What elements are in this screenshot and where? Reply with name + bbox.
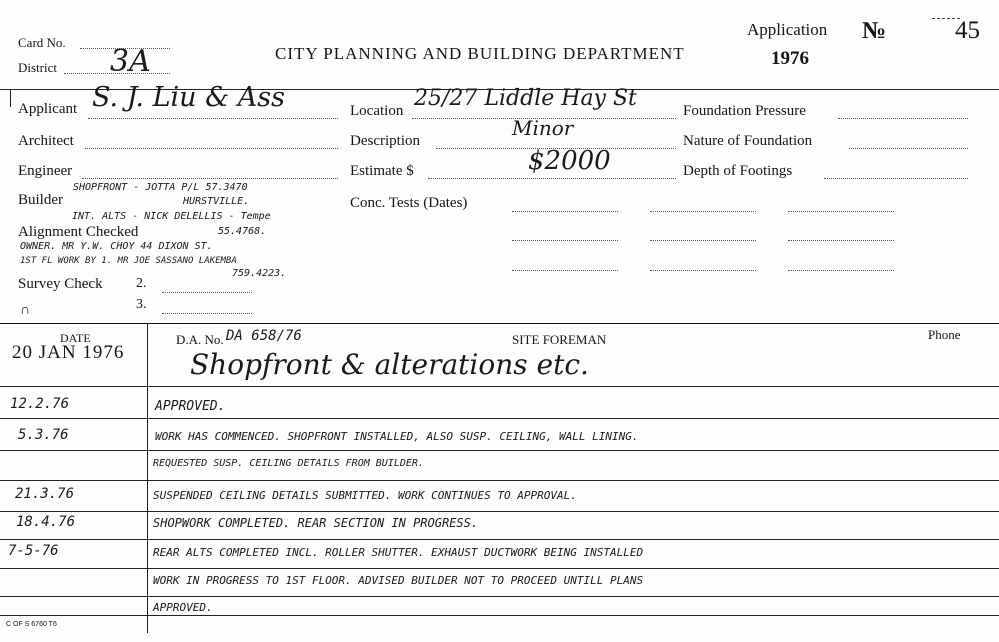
district-value: 3A: [110, 44, 151, 79]
survey-item-2: 2.: [136, 276, 147, 291]
log-rule-6: [0, 539, 999, 540]
builder-label: Builder: [18, 192, 63, 208]
builder-note-2: HURSTVILLE.: [183, 196, 250, 207]
phone-note: 759.4223.: [232, 268, 287, 279]
log-date-3: 21.3.76: [15, 486, 75, 502]
log-rule-8: [0, 596, 999, 597]
depth-footings-label: Depth of Footings: [683, 163, 793, 179]
conc-line-r1-c2: [650, 211, 756, 212]
number-sign: №: [862, 18, 887, 44]
district-label: District: [18, 60, 57, 75]
conc-tests-label: Conc. Tests (Dates): [350, 195, 468, 211]
top-left-tick: [10, 89, 11, 107]
estimate-value: $2000: [528, 146, 611, 176]
survey-item-3: 3.: [136, 297, 147, 312]
owner-note: OWNER. MR Y.W. CHOY 44 DIXON ST.: [20, 241, 213, 252]
conc-line-r2-c2: [650, 240, 756, 241]
first-floor-note: 1ST FL WORK BY 1. MR JOE SASSANO LAKEMBA: [20, 256, 237, 266]
alignment-value: 55.4768.: [218, 226, 267, 237]
nature-foundation-line: [849, 148, 968, 149]
log-date-2: 5.3.76: [18, 427, 69, 443]
foundation-pressure-label: Foundation Pressure: [683, 103, 806, 119]
log-date-1: 12.2.76: [10, 396, 70, 412]
log-rule-3: [0, 450, 999, 451]
estimate-line: [428, 178, 676, 179]
architect-line: [85, 148, 338, 149]
description-label: Description: [350, 133, 420, 149]
builder-note-3: INT. ALTS - NICK DELELLIS - Tempe: [72, 211, 271, 222]
survey-check-label: Survey Check: [18, 276, 103, 292]
log-text-1: APPROVED.: [155, 399, 226, 414]
alignment-label: Alignment Checked: [18, 224, 139, 240]
date-heading: DATE: [60, 331, 91, 345]
arch-mark: ∩: [20, 303, 31, 318]
survey-line-3: [162, 313, 252, 314]
form-code: C OF S 6760 T6: [6, 621, 57, 628]
applicant-label: Applicant: [18, 101, 78, 117]
log-rule-5: [0, 511, 999, 512]
date-column-rule: [147, 323, 148, 633]
engineer-label: Engineer: [18, 163, 73, 179]
conc-line-r1-c3: [788, 211, 894, 212]
log-rule-2: [0, 418, 999, 419]
conc-line-r2-c3: [788, 240, 894, 241]
log-text-3: SUSPENDED CEILING DETAILS SUBMITTED. WORK CONTINUES TO APPROVAL.: [153, 489, 577, 502]
nature-foundation-label: Nature of Foundation: [683, 133, 813, 149]
log-rule-9: [0, 615, 999, 616]
conc-line-r2-c1: [512, 240, 618, 241]
log-text-5b: WORK IN PROGRESS TO 1ST FLOOR. ADVISED BUILDER NOT TO PROCEED UNTILL PLANS: [153, 574, 644, 587]
card-no-label: Card No.: [18, 35, 66, 50]
log-rule-4: [0, 480, 999, 481]
log-text-2: WORK HAS COMMENCED. SHOPFRONT INSTALLED, ALSO SUSP. CEILING, WALL LINING.: [155, 430, 639, 443]
estimate-label: Estimate $: [350, 163, 414, 179]
location-value: 25/27 Liddle Hay St: [414, 86, 637, 111]
depth-footings-line: [824, 178, 968, 179]
builder-note-1: SHOPFRONT - JOTTA P/L 57.3470: [73, 182, 248, 193]
conc-line-r3-c2: [650, 270, 756, 271]
conc-line-r1-c1: [512, 211, 618, 212]
application-number: 45: [955, 17, 980, 44]
survey-line-2: [162, 292, 252, 293]
da-no-label: D.A. No.: [176, 332, 224, 347]
foundation-pressure-line: [838, 118, 968, 119]
location-label: Location: [350, 103, 404, 119]
log-text-5c: APPROVED.: [153, 601, 213, 614]
log-date-4: 18.4.76: [16, 514, 76, 530]
table-top-rule: [0, 323, 999, 324]
applicant-value: S. J. Liu & Ass: [92, 82, 285, 113]
log-rule-7: [0, 568, 999, 569]
application-year: 1976: [771, 48, 809, 69]
first-entry-script: Shopfront & alterations etc.: [190, 348, 589, 381]
conc-line-r3-c1: [512, 270, 618, 271]
site-foreman-heading: SITE FOREMAN: [512, 332, 607, 347]
application-label: Application: [747, 20, 828, 39]
applicant-line: [88, 118, 338, 119]
stamp-date: 20 JAN 1976: [12, 342, 125, 363]
log-date-5: 7-5-76: [8, 543, 59, 559]
phone-heading: Phone: [928, 327, 961, 342]
department-title: CITY PLANNING AND BUILDING DEPARTMENT: [275, 44, 685, 63]
conc-line-r3-c3: [788, 270, 894, 271]
description-value: Minor: [512, 116, 574, 140]
log-text-5: REAR ALTS COMPLETED INCL. ROLLER SHUTTER. EXHAUST DUCTWORK BEING INSTALLED: [153, 546, 644, 559]
architect-label: Architect: [18, 133, 74, 149]
da-no-value: DA 658/76: [226, 328, 302, 344]
log-text-2b: REQUESTED SUSP. CEILING DETAILS FROM BUILDER.: [153, 458, 424, 469]
log-rule-1: [0, 386, 999, 387]
engineer-line: [82, 178, 338, 179]
log-text-4: SHOPWORK COMPLETED. REAR SECTION IN PROGRESS.: [153, 516, 479, 530]
